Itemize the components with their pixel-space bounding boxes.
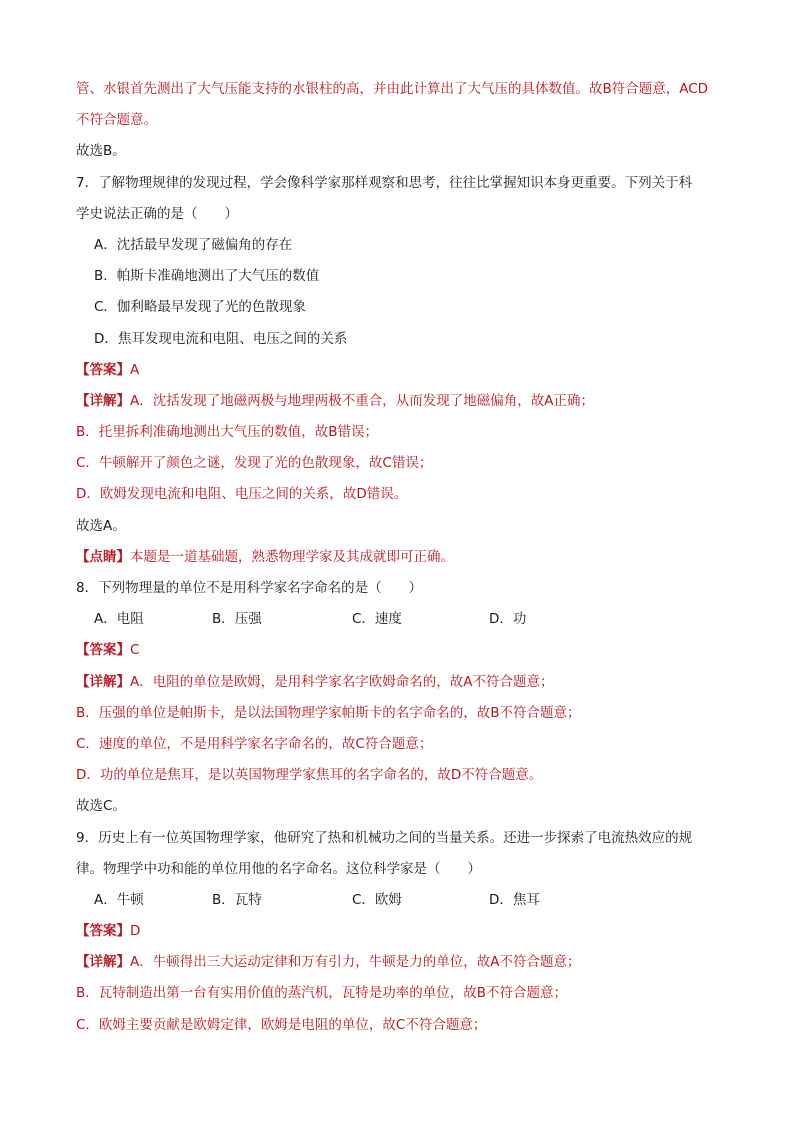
answer-tag: 【答案】 (76, 361, 130, 378)
detail-text: D．功的单位是焦耳，是以英国物理学家焦耳的名字命名的，故D不符合题意。 (76, 767, 543, 784)
question-9-stem: 律。物理学中功和能的单位用他的名字命名。这位科学家是（ ） (76, 860, 481, 877)
detail-text: D．欧姆发现电流和电阻、电压之间的关系，故D错误。 (76, 486, 408, 503)
detail-text: C．牛顿解开了颜色之谜，发现了光的色散现象，故C错误； (76, 455, 433, 472)
question-8-detail (76, 667, 726, 698)
answer-value: A (130, 361, 140, 378)
explanation-line: 不符合题意。 (76, 112, 157, 129)
question-7-stem: 学史说法正确的是（ ） (76, 205, 238, 222)
question-8-option-c: C．速度 (352, 611, 402, 628)
answer-value: D (130, 923, 141, 940)
question-7-option-c: C．伽利略最早发现了光的色散现象 (94, 299, 306, 316)
question-8-options (76, 604, 726, 635)
question-7-option-b: B．帕斯卡准确地测出了大气压的数值 (94, 268, 320, 285)
detail-tag: 【详解】 (76, 954, 130, 971)
answer-tag: 【答案】 (76, 923, 130, 940)
question-9-option-b: B．瓦特 (212, 891, 262, 908)
question-7-option-a: A．沈括最早发现了磁偏角的存在 (94, 236, 293, 253)
comment-tag: 【点睛】 (76, 548, 130, 565)
detail-text: B．托里拆利准确地测出大气压的数值，故B错误； (76, 424, 379, 441)
explanation-line: 管、水银首先测出了大气压能支持的水银柱的高，并由此计算出了大气压的具体数值。故B符合题意，ACD (76, 81, 709, 97)
question-9-option-d: D．焦耳 (489, 891, 540, 908)
question-7-option-d: D．焦耳发现电流和电阻、电压之间的关系 (94, 330, 348, 347)
question-8-option-a: A．电阻 (94, 611, 144, 628)
detail-text: B．压强的单位是帕斯卡，是以法国物理学家帕斯卡的名字命名的，故B不符合题意； (76, 704, 581, 721)
conclusion-line: 故选B。 (76, 143, 126, 160)
detail-text: A．牛顿得出三大运动定律和万有引力，牛顿是力的单位，故A不符合题意； (130, 954, 581, 971)
comment-text: 本题是一道基础题，熟悉物理学家及其成就即可正确。 (130, 548, 454, 565)
question-8-answer (76, 635, 726, 666)
question-8-option-d: D．功 (489, 611, 527, 628)
detail-tag: 【详解】 (76, 673, 130, 690)
question-9-stem: 9．历史上有一位英国物理学家，他研究了热和机械功之间的当量关系。还进一步探索了电流热效应的规 (76, 829, 693, 846)
question-7-stem: 7．了解物理规律的发现过程，学会像科学家那样观察和思考，往往比掌握知识本身更重要。下列关于科 (76, 174, 693, 191)
document-page (76, 74, 726, 1041)
question-9-detail (76, 947, 726, 978)
question-9-option-a: A．牛顿 (94, 891, 144, 908)
detail-text: C．欧姆主要贡献是欧姆定律，欧姆是电阻的单位，故C不符合题意； (76, 1016, 487, 1033)
detail-text: A．沈括发现了地磁两极与地理两极不重合，从而发现了地磁偏角，故A正确； (130, 392, 594, 409)
question-7-answer (76, 355, 726, 386)
answer-tag: 【答案】 (76, 642, 130, 659)
question-8-stem: 8．下列物理量的单位不是用科学家名字命名的是（ ） (76, 580, 423, 596)
detail-tag: 【详解】 (76, 392, 130, 409)
conclusion-line: 故选C。 (76, 798, 126, 815)
question-9-option-c: C．欧姆 (352, 891, 402, 908)
detail-text: C．速度的单位，不是用科学家名字命名的，故C符合题意； (76, 735, 433, 752)
question-7-detail (76, 386, 726, 417)
detail-text: B．瓦特制造出第一台有实用价值的蒸汽机，瓦特是功率的单位，故B不符合题意； (76, 985, 568, 1002)
question-7-comment (76, 542, 726, 573)
question-9-options (76, 885, 726, 916)
answer-value: C (130, 642, 140, 659)
detail-text: A．电阻的单位是欧姆，是用科学家名字欧姆命名的，故A不符合题意； (130, 673, 554, 690)
conclusion-line: 故选A。 (76, 517, 126, 534)
question-8-option-b: B．压强 (212, 611, 262, 628)
question-9-answer (76, 916, 726, 947)
